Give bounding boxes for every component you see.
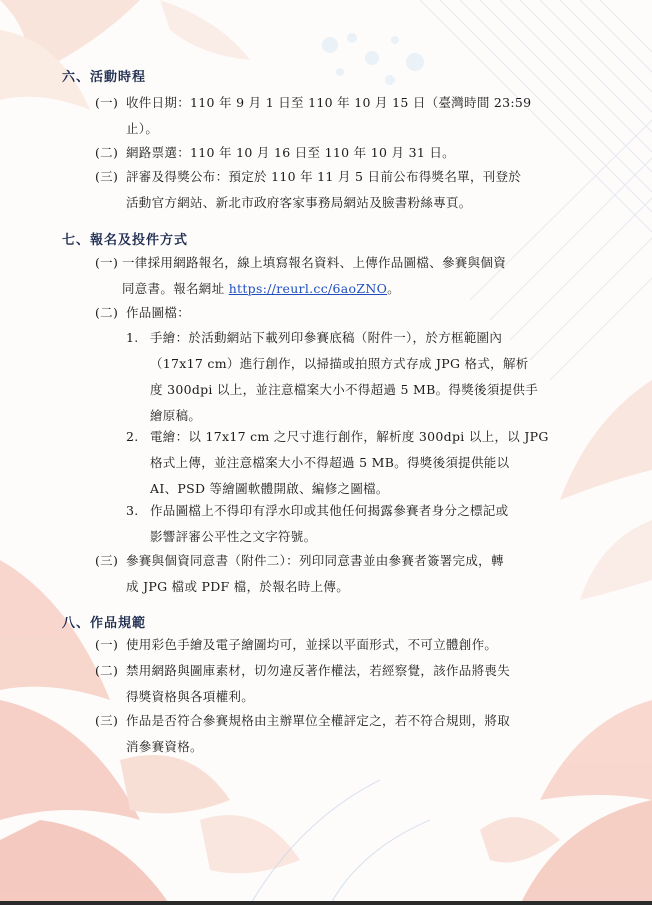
item-line: 電繪：以 17x17 cm 之尺寸進行創作，解析度 300dpi 以上，以 JPG — [150, 429, 549, 444]
item-line: 作品圖檔上不得印有浮水印或其他任何揭露參賽者身分之標記或 — [150, 503, 509, 518]
item-line: 止）。 — [126, 121, 159, 136]
item-label: (三) — [95, 169, 119, 184]
item-label: (一) — [95, 255, 119, 270]
item-line: AI、PSD 等繪圖軟體開啟、編修之圖檔。 — [150, 481, 389, 496]
item-label: (三) — [95, 553, 119, 568]
item-line: 成 JPG 檔或 PDF 檔，於報名時上傳。 — [126, 579, 350, 594]
schedule-item-3 — [95, 164, 615, 216]
item-label: (二) — [95, 663, 119, 678]
item-line: 參賽與個資同意書（附件二）：列印同意書並由參賽者簽署完成，轉 — [126, 553, 504, 568]
url-suffix: 。 — [387, 281, 400, 296]
artwork-rule-3 — [126, 498, 596, 550]
item-line: 作品是否符合參賽規格由主辦單位全權評定之，若不符合規則，將取 — [126, 713, 511, 728]
registration-item-1 — [95, 250, 615, 302]
rules-item-1 — [95, 632, 615, 658]
registration-item-3 — [95, 548, 615, 600]
subitem-number: 2. — [126, 429, 139, 444]
item-subtitle: 作品圖檔： — [126, 305, 191, 320]
item-line: 收件日期：110 年 9 月 1 日至 110 年 10 月 15 日（臺灣時間 23:59 — [126, 95, 532, 110]
artwork-rule-2 — [126, 424, 596, 502]
item-line: 一律採用網路報名，線上填寫報名資料、上傳作品圖檔、參賽與個資 — [122, 255, 507, 270]
item-line: （17x17 cm）進行創作，以掃描或拍照方式存成 JPG 格式，解析 — [150, 356, 529, 371]
item-label: (二) — [95, 145, 119, 160]
item-line: 消參賽資格。 — [126, 739, 203, 754]
item-line: 網路票選：110 年 10 月 16 日至 110 年 10 月 31 日。 — [126, 145, 455, 160]
artwork-rule-1 — [126, 325, 596, 429]
item-line: 禁用網路與圖庫素材，切勿違反著作權法，若經察覺，該作品將喪失 — [126, 663, 511, 678]
item-label: (一) — [95, 637, 119, 652]
rules-item-3 — [95, 708, 615, 760]
item-line: 手繪：於活動網站下載列印參賽底稿（附件一），於方框範圍內 — [150, 330, 503, 345]
item-line — [122, 276, 615, 302]
item-line: 度 300dpi 以上，並注意檔案大小不得超過 5 MB。得獎後須提供手 — [150, 382, 538, 397]
item-label: (一) — [95, 95, 119, 110]
item-label: (二) — [95, 305, 119, 320]
item-line: 使用彩色手繪及電子繪圖均可，並採以平面形式，不可立體創作。 — [126, 637, 498, 652]
url-prefix: 同意書。報名網址 — [122, 281, 229, 296]
registration-item-2 — [95, 300, 615, 326]
section-title-rules: 八、作品規範 — [62, 616, 147, 631]
subitem-number: 1. — [126, 330, 139, 345]
subitem-number: 3. — [126, 503, 139, 518]
section-title-registration: 七、報名及投件方式 — [62, 233, 189, 248]
schedule-item-2 — [95, 140, 615, 166]
item-line: 繪原稿。 — [150, 408, 202, 423]
section-title-schedule: 六、活動時程 — [62, 70, 147, 85]
item-label: (三) — [95, 713, 119, 728]
item-line: 評審及得獎公布：預定於 110 年 11 月 5 日前公布得獎名單，刊登於 — [126, 169, 522, 184]
registration-url-link[interactable]: https://reurl.cc/6aoZNO — [228, 281, 388, 296]
item-line: 影響評審公平性之文字符號。 — [150, 529, 317, 544]
schedule-item-1 — [95, 90, 615, 142]
item-line: 活動官方網站、新北市政府客家事務局網站及臉書粉絲專頁。 — [126, 195, 472, 210]
item-line: 格式上傳，並注意檔案大小不得超過 5 MB。得獎後須提供能以 — [150, 455, 510, 470]
item-line: 得獎資格與各項權利。 — [126, 689, 255, 704]
rules-item-2 — [95, 658, 615, 710]
